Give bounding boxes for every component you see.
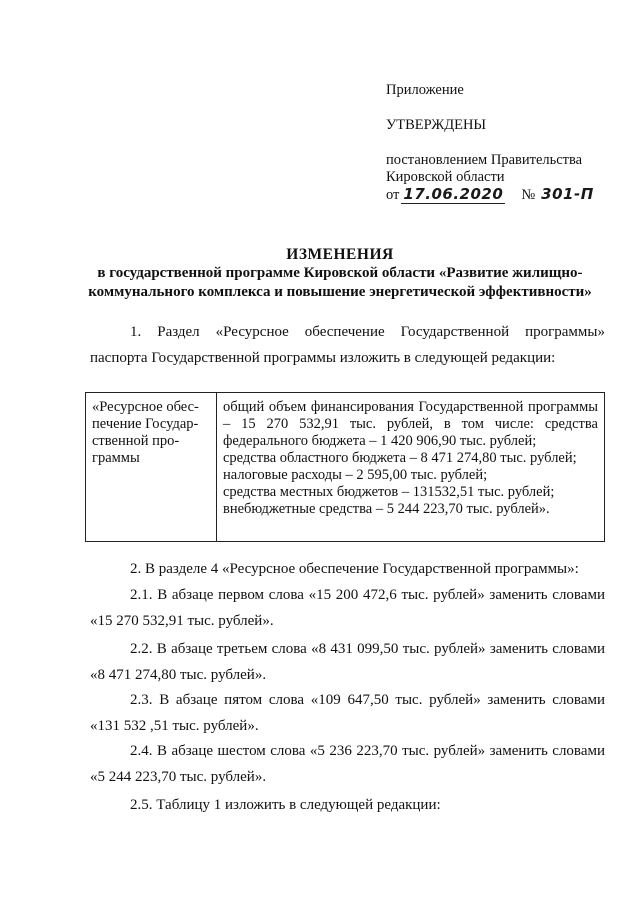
table-left-cell: «Ресурсное обеспечение Государственной программы	[86, 393, 217, 542]
title-heading: ИЗМЕНЕНИЯ	[286, 246, 394, 263]
table-right-line: средства местных бюджетов – 131532,51 тыс. рублей;	[223, 484, 555, 500]
approved-label: УТВЕРЖДЕНЫ	[386, 117, 487, 133]
section-1-paragraph: 1. Раздел «Ресурсное обеспечение Государственной программы» паспорта Государственной программы изложить в следующей редакции:	[90, 324, 605, 366]
list-item: 2.1. В абзаце первом слова «15 200 472,6 тыс. рублей» заменить словами «15 270 532,91 тыс. рублей».	[90, 587, 605, 629]
from-label: от	[386, 187, 400, 203]
list-item: 2.3. В абзаце пятом слова «109 647,50 тыс. рублей» заменить словами «131 532 ,51 тыс. рублей».	[90, 692, 605, 734]
title-line-2: коммунального комплекса и повышение энергетической эффективности»	[88, 284, 592, 300]
table-right-line: внебюджетные средства – 5 244 223,70 тыс. рублей».	[223, 501, 550, 517]
decree-line-2: Кировской области	[386, 169, 505, 185]
table-row	[86, 393, 605, 542]
approval-block	[386, 82, 626, 204]
table-right-line: налоговые расходы – 2 595,00 тыс. рублей;	[223, 467, 488, 483]
handwritten-number: 301-П	[541, 185, 594, 203]
decree-date-number	[386, 186, 626, 204]
handwritten-date: 17.06.2020	[403, 185, 504, 203]
decree-line-1: постановлением Правительства	[386, 152, 583, 168]
list-item: 2.2. В абзаце третьем слова «8 431 099,50 тыс. рублей» заменить словами «8 471 274,80 тыс. рублей».	[90, 641, 605, 683]
table-right-line: общий объем финансирования Государственной программы – 15 270 532,91 тыс. рублей, в том числе: средства федерального бюджета – 1 420 906,90 тыс. рублей;	[223, 399, 598, 449]
list-item: 2.4. В абзаце шестом слова «5 236 223,70 тыс. рублей» заменить словами «5 244 223,70 тыс. рублей».	[90, 743, 605, 785]
appendix-label: Приложение	[386, 82, 464, 98]
resource-table	[85, 392, 605, 542]
title-line-1: в государственной программе Кировской области «Развитие жилищно-	[97, 265, 583, 281]
table-right-cell	[217, 393, 605, 542]
table-right-line: средства областного бюджета – 8 471 274,80 тыс. рублей;	[223, 450, 577, 466]
number-label: №	[521, 187, 536, 203]
list-item: 2. В разделе 4 «Ресурсное обеспечение Государственной программы»:	[130, 561, 579, 577]
document-title	[60, 245, 620, 302]
list-item: 2.5. Таблицу 1 изложить в следующей редакции:	[130, 797, 441, 813]
